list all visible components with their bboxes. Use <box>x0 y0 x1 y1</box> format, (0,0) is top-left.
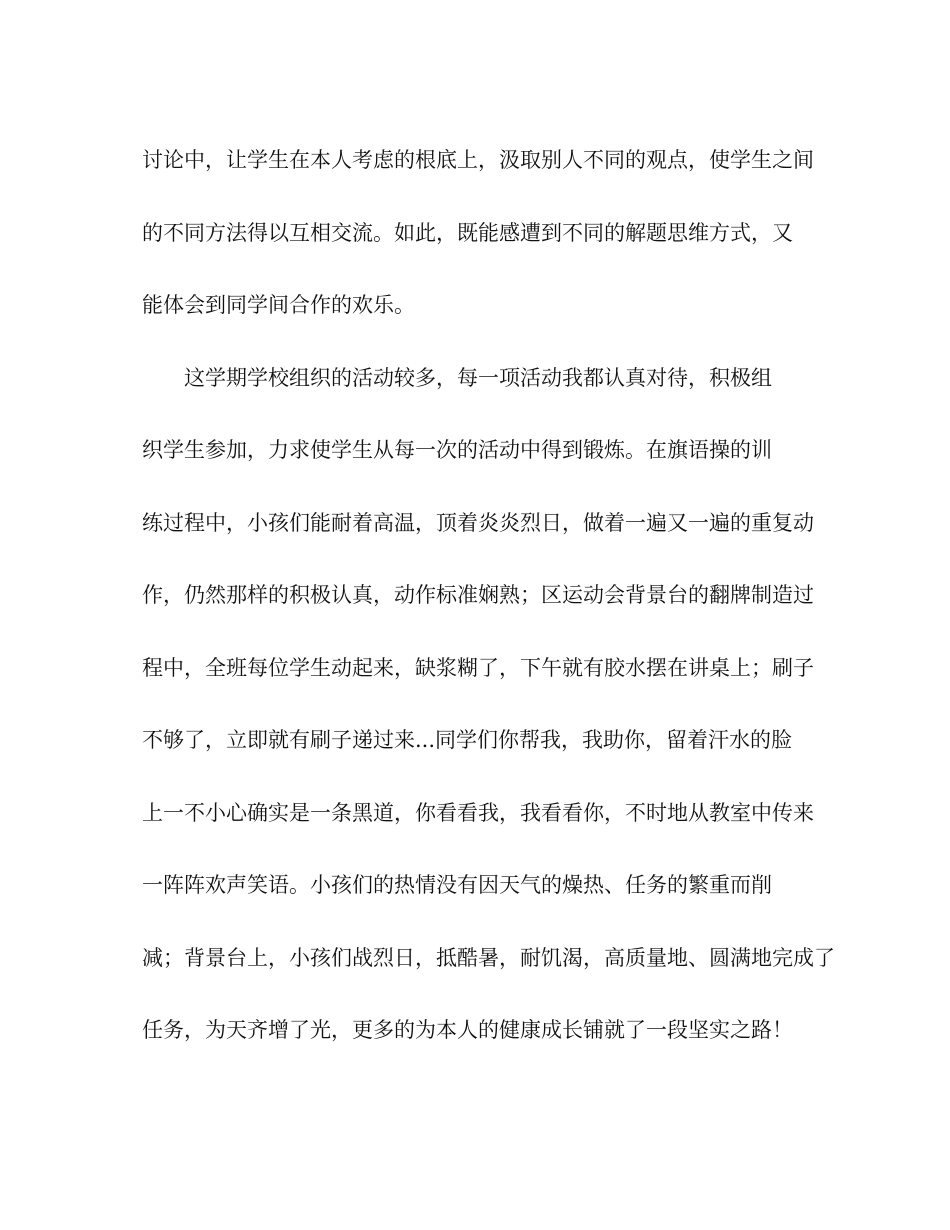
text-line: 任务，为天齐增了光，更多的为本人的健康成长铺就了一段坚实之路！ <box>142 1018 793 1042</box>
document-body <box>142 124 835 1067</box>
text-line: 能体会到同学间合作的欢乐。 <box>142 293 415 317</box>
text-line: 练过程中，小孩们能耐着高温，顶着炎炎烈日，做着一遍又一遍的重复动 <box>142 510 814 535</box>
text-line: 程中，全班每位学生动起来，缺浆糊了，下午就有胶水摆在讲桌上；刷子 <box>142 655 814 680</box>
text-line: 的不同方法得以互相交流。如此，既能感遭到不同的解题思维方式，又 <box>142 220 793 245</box>
text-line: 一阵阵欢声笑语。小孩们的热情没有因天气的燥热、任务的繁重而削 <box>142 873 772 897</box>
text-line: 上一不小心确实是一条黑道，你看看我，我看看你，不时地从教室中传来 <box>142 800 814 825</box>
text-line: 织学生参加，力求使学生从每一次的活动中得到锻炼。在旗语操的训 <box>142 438 772 462</box>
text-line: 不够了，立即就有刷子递过来...同学们你帮我，我助你，留着汗水的脸 <box>142 728 793 752</box>
text-line: 减；背景台上，小孩们战烈日，抵酷暑，耐饥渴，高质量地、圆满地完成了 <box>142 945 835 970</box>
text-line: 讨论中，让学生在本人考虑的根底上，汲取别人不同的观点，使学生之间 <box>142 148 814 172</box>
text-line: 这学期学校组织的活动较多，每一项活动我都认真对待，积极组 <box>184 365 772 390</box>
paragraph-2 <box>142 342 835 1067</box>
paragraph-1 <box>142 124 812 342</box>
text-line: 作，仍然那样的积极认真，动作标准娴熟；区运动会背景台的翻牌制造过 <box>142 583 814 607</box>
